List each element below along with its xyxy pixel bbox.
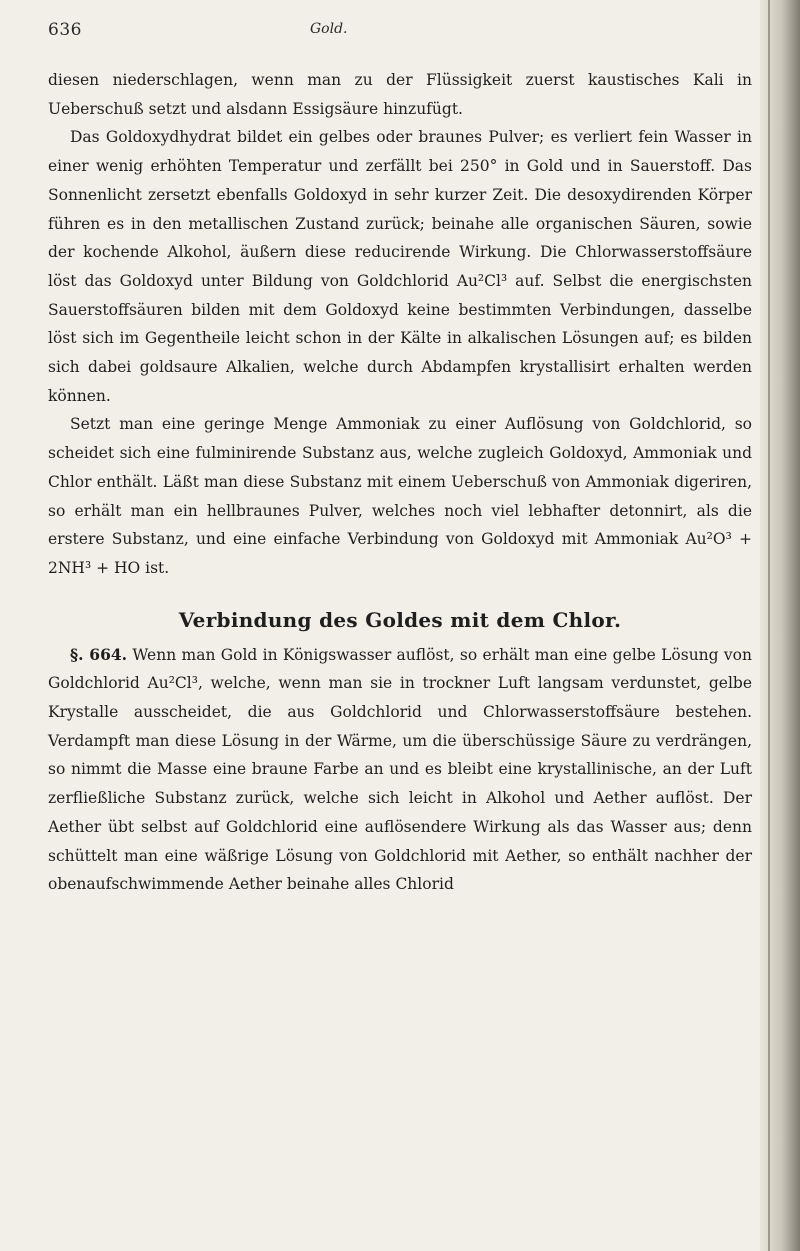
paragraph-ammoniak: Setzt man eine geringe Menge Ammoniak zu einer Auflösung von Goldchlorid, so scheidet sich eine fulminirende Substanz aus, welche zugleich Goldoxyd, Ammoniak und Chlor enthält. Läßt man diese Substanz mit einem Ueberschuß von Ammoniak digeriren, so erhält man ein hellbraunes Pulver, welches noch viel lebhafter detonnirt, als die erstere Substanz, und eine einfache Verbindung von Goldoxyd mit Ammoniak Au²O³ + 2NH³ + HO ist. <box>48 415 752 577</box>
section-heading: Verbindung des Goldes mit dem Chlor. <box>178 607 622 632</box>
paragraph-continuation: diesen niederschlagen, wenn man zu der Flüssigkeit zuerst kaustisches Kali in Ueberschuß setzt und alsdann Essigsäure hinzufügt. <box>48 71 752 118</box>
section-number: §. 664. <box>70 644 128 664</box>
running-head: Gold. <box>310 21 348 37</box>
page-header <box>48 20 748 44</box>
paragraph-goldchlorid <box>48 641 752 899</box>
page-edge-shadow <box>760 0 800 1251</box>
paragraph-goldoxydhydrat: Das Goldoxydhydrat bildet ein gelbes oder braunes Pulver; es verliert fein Wasser in einer wenig erhöhten Temperatur und zerfällt bei 250° in Gold und in Sauerstoff. Das Sonnenlicht zersetzt ebenfalls Goldoxyd in sehr kurzer Zeit. Die desoxydirenden Körper führen es in den metallischen Zustand zurück; beinahe alle organischen Säuren, sowie der kochende Alkohol, äußern diese reducirende Wirkung. Die Chlorwasserstoffsäure löst das Goldoxyd unter Bildung von Goldchlorid Au²Cl³ auf. Selbst die energischsten Sauerstoffsäuren bilden mit dem Goldoxyd keine bestimmten Verbindungen, dasselbe löst sich im Gegentheile leicht schon in der Kälte in alkalischen Lösungen auf; es bilden sich dabei goldsaure Alkalien, welche durch Abdampfen krystallisirt erhalten werden können. <box>48 128 752 405</box>
paragraph-goldchlorid-text: Wenn man Gold in Königswasser auflöst, so erhält man eine gelbe Lösung von Goldchlorid Au²Cl³, welche, wenn man sie in trockner Luft langsam verdunstet, gelbe Krystalle ausscheidet, die aus Goldchlorid und Chlorwasserstoffsäure bestehen. Verdampft man diese Lösung in der Wärme, um die überschüssige Säure zu verdrängen, so nimmt die Masse eine braune Farbe an und es bleibt eine krystallinische, an der Luft zerfließliche Substanz zurück, welche sich leicht in Alkohol und Aether auflöst. Der Aether übt selbst auf Goldchlorid eine auflösendere Wirkung als das Wasser aus; denn schüttelt man eine wäßrige Lösung von Goldchlorid mit Aether, so enthält nachher der obenaufschwimmende Aether beinahe alles Chlorid <box>48 645 752 894</box>
body-text <box>48 66 752 899</box>
page-number: 636 <box>48 20 82 40</box>
page-edge-line <box>768 0 770 1251</box>
